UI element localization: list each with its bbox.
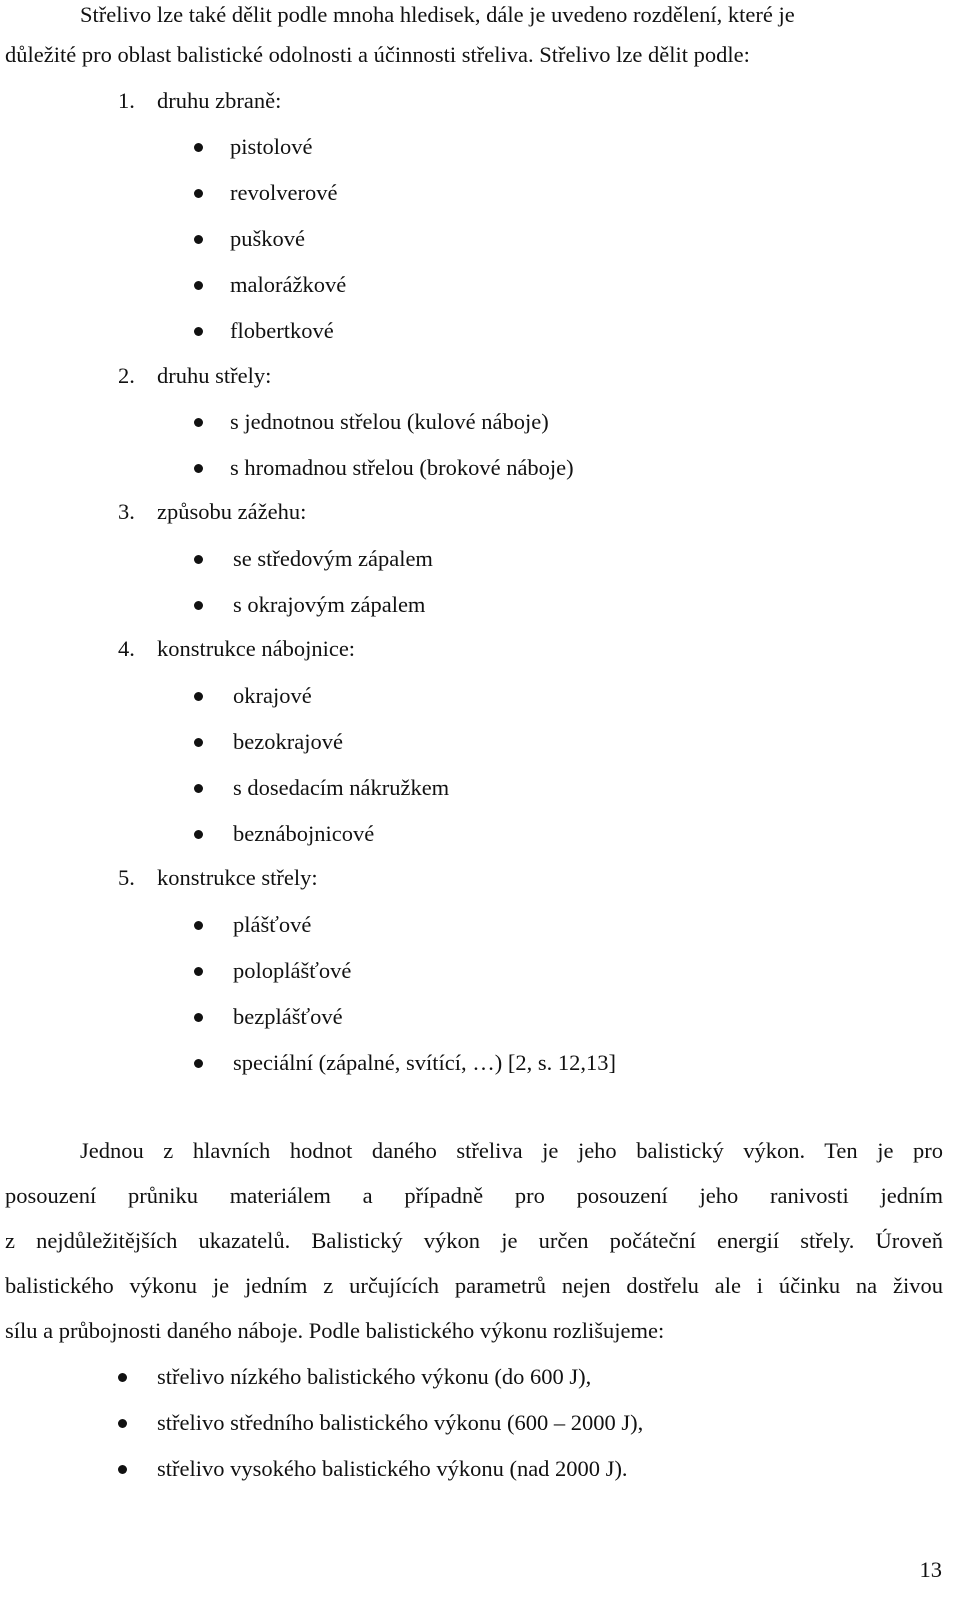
list-item: poloplášťové (233, 958, 352, 983)
page-number: 13 (919, 1557, 942, 1582)
list-item: s jednotnou střelou (kulové náboje) (230, 409, 549, 434)
category-title: konstrukce nábojnice: (157, 636, 356, 661)
list-item: se středovým zápalem (233, 546, 433, 571)
list-item: plášťové (233, 912, 312, 937)
bullet-icon (194, 784, 203, 793)
category-number: 2. (118, 363, 135, 388)
list-item: střelivo středního balistického výkonu (600 – 2000 J), (157, 1410, 644, 1435)
bullet-icon (194, 830, 203, 839)
category-title: způsobu zážehu: (157, 499, 307, 524)
list-item: s dosedacím nákružkem (233, 775, 450, 800)
paragraph-line: z nejdůležitějších ukazatelů. Balistický výkon je určen počáteční energií střely. Úroveň (5, 1228, 943, 1253)
list-item: malorážkové (230, 272, 347, 297)
list-item: beznábojnicové (233, 821, 375, 846)
bullet-icon (118, 1465, 127, 1474)
bullet-icon (194, 692, 203, 701)
list-item: okrajové (233, 683, 312, 708)
bullet-icon (194, 601, 203, 610)
bullet-icon (118, 1419, 127, 1428)
list-item: pistolové (230, 134, 313, 159)
paragraph-line: balistického výkonu je jedním z určujících parametrů nejen dostřelu ale i účinku na živou (5, 1273, 943, 1298)
bullet-icon (194, 418, 203, 427)
list-item: s okrajovým zápalem (233, 592, 426, 617)
list-item: bezplášťové (233, 1004, 343, 1029)
paragraph-line: sílu a průbojnosti daného náboje. Podle balistického výkonu rozlišujeme: (5, 1318, 665, 1343)
bullet-icon (194, 281, 203, 290)
bullet-icon (194, 464, 203, 473)
bullet-icon (194, 327, 203, 336)
category-number: 3. (118, 499, 135, 524)
bullet-icon (194, 1013, 203, 1022)
paragraph-line: posouzení průniku materiálem a případně pro posouzení jeho ranivosti jedním (5, 1183, 943, 1208)
bullet-icon (194, 1059, 203, 1068)
bullet-icon (118, 1373, 127, 1382)
category-title: konstrukce střely: (157, 865, 318, 890)
list-item: flobertkové (230, 318, 334, 343)
category-number: 5. (118, 865, 135, 890)
list-item: puškové (230, 226, 305, 251)
list-item: střelivo vysokého balistického výkonu (nad 2000 J). (157, 1456, 628, 1481)
intro-line-2: důležité pro oblast balistické odolnosti a účinnosti střeliva. Střelivo lze dělit podle: (5, 42, 750, 67)
category-number: 1. (118, 88, 135, 113)
list-item: speciální (zápalné, svítící, …) [2, s. 12,13] (233, 1050, 617, 1075)
bullet-icon (194, 189, 203, 198)
category-title: druhu střely: (157, 363, 272, 388)
bullet-icon (194, 143, 203, 152)
bullet-icon (194, 738, 203, 747)
category-title: druhu zbraně: (157, 88, 282, 113)
bullet-icon (194, 555, 203, 564)
bullet-icon (194, 921, 203, 930)
bullet-icon (194, 967, 203, 976)
list-item: revolverové (230, 180, 338, 205)
intro-line-1: Střelivo lze také dělit podle mnoha hledisek, dále je uvedeno rozdělení, které je (80, 2, 795, 27)
bullet-icon (194, 235, 203, 244)
paragraph-line: Jednou z hlavních hodnot daného střeliva je jeho balistický výkon. Ten je pro (80, 1138, 943, 1163)
list-item: s hromadnou střelou (brokové náboje) (230, 455, 574, 480)
list-item: střelivo nízkého balistického výkonu (do 600 J), (157, 1364, 592, 1389)
list-item: bezokrajové (233, 729, 343, 754)
category-number: 4. (118, 636, 135, 661)
